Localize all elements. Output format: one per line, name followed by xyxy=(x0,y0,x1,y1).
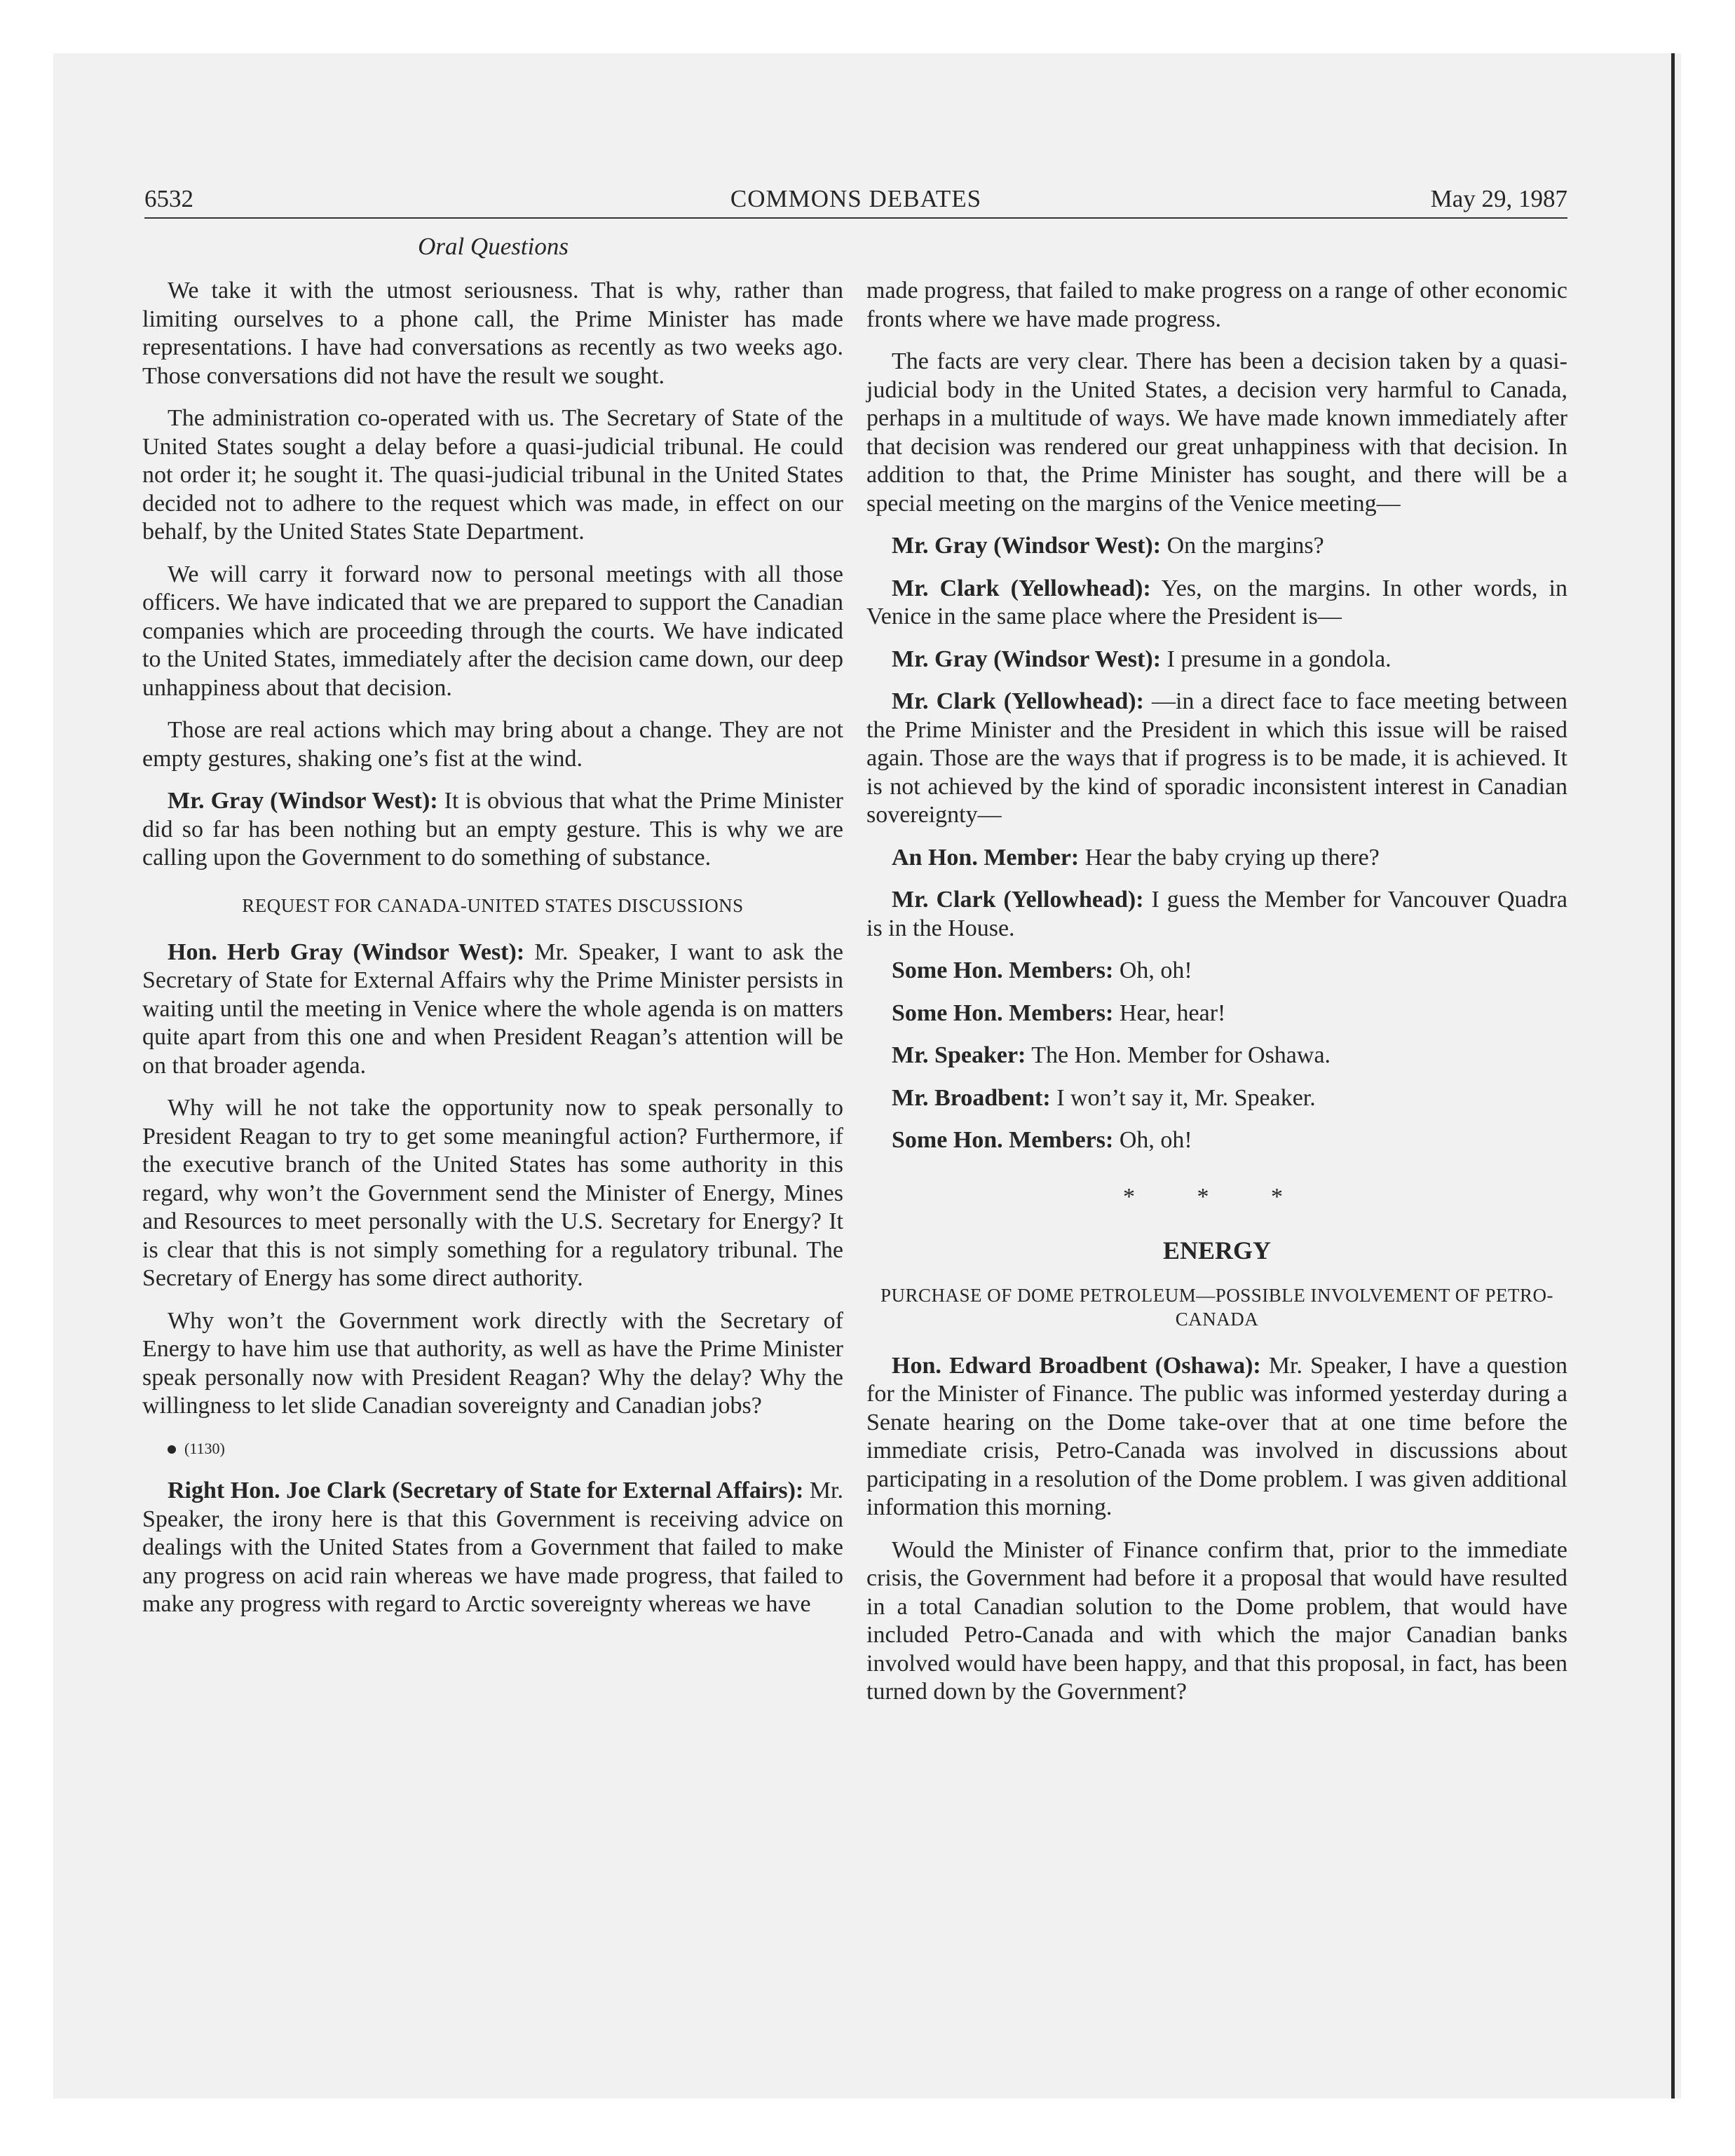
speech xyxy=(866,844,1567,873)
speech-text: Mr. Speaker, I have a question for the Minister of Finance. The public was informed yesterday during a Senate hearing on the Dome take-over that at one time before the immediate crisis, Petro-Canada was involved in discussions about participating in a resolution of the Dome problem. I was given additional information this morning. xyxy=(866,1352,1567,1520)
speech xyxy=(142,787,843,873)
speech-text: The Hon. Member for Oshawa. xyxy=(1026,1042,1331,1068)
running-head: Oral Questions xyxy=(418,233,569,260)
speaker: Mr. Gray (Windsor West): xyxy=(168,788,438,814)
speech xyxy=(866,575,1567,632)
subheading: PURCHASE OF DOME PETROLEUM—POSSIBLE INVOLVEMENT OF PETRO-CANADA xyxy=(880,1284,1554,1330)
time-marker xyxy=(142,1435,843,1464)
publication-title: COMMONS DEBATES xyxy=(730,185,982,212)
time-marker-text: (1130) xyxy=(184,1439,225,1457)
speaker: Some Hon. Members: xyxy=(892,999,1114,1026)
right-column xyxy=(866,277,1567,1721)
subheading: REQUEST FOR CANADA-UNITED STATES DISCUSSIONS xyxy=(242,894,744,916)
speech-text: Oh, oh! xyxy=(1113,1127,1192,1153)
speech-text: I won’t say it, Mr. Speaker. xyxy=(1050,1084,1316,1111)
speaker: Hon. Edward Broadbent (Oshawa): xyxy=(892,1352,1261,1379)
speech xyxy=(866,688,1567,830)
page-date: May 29, 1987 xyxy=(1430,185,1567,212)
speaker: Some Hon. Members: xyxy=(892,957,1114,983)
speech xyxy=(142,939,843,1081)
speech-text: I presume in a gondola. xyxy=(1161,646,1392,672)
speaker: Mr. Speaker: xyxy=(892,1042,1026,1068)
paragraph: made progress, that failed to make progress on a range of other economic fronts where we have made progress. xyxy=(866,278,1567,332)
section-divider: * * * xyxy=(1123,1183,1311,1210)
speech-text: I guess the Member for Vancouver Quadra is in the House. xyxy=(866,887,1567,941)
speech xyxy=(866,1352,1567,1522)
left-column xyxy=(142,277,843,1633)
scan-edge-line xyxy=(1671,53,1675,2099)
speech xyxy=(866,646,1567,674)
speaker: Mr. Clark (Yellowhead): xyxy=(892,688,1144,714)
bullet-icon xyxy=(168,1445,176,1454)
speech xyxy=(866,1126,1567,1155)
speaker: Mr. Broadbent: xyxy=(892,1084,1051,1111)
speech-text: Hear the baby crying up there? xyxy=(1079,844,1380,871)
speaker: Mr. Gray (Windsor West): xyxy=(892,533,1162,559)
speech-text: Yes, on the margins. In other words, in Venice in the same place where the President is— xyxy=(866,575,1567,629)
speaker: Mr. Gray (Windsor West): xyxy=(892,646,1162,672)
speech xyxy=(866,886,1567,943)
page-number: 6532 xyxy=(144,185,193,212)
paragraph: Why will he not take the opportunity now to speak personally to President Reagan to try to get some meaningful action? Furthermore, if the executive branch of the United States has some authority in this regard, why won’t the Government send the Minister of Energy, Mines and Resources to meet personally with the U.S. Secretary for Energy? It is clear that this is not simply something for a regulatory tribunal. The Secretary of Energy has some direct authority. xyxy=(142,1095,843,1291)
paragraph: Why won’t the Government work directly with the Secretary of Energy to have him use that authority, as well as have the Prime Minister speak personally now with President Reagan? Why the delay? Why the willingness to let slide Canadian sovereignty and Canadian jobs? xyxy=(142,1307,843,1419)
paragraph: The administration co-operated with us. The Secretary of State of the United States sought a delay before a quasi-judicial tribunal. He could not order it; he sought it. The quasi-judicial tribunal in the United States decided not to adhere to the request which was made, in effect on our behalf, by the United States State Department. xyxy=(142,405,843,545)
speech xyxy=(866,957,1567,985)
speech-text: On the margins? xyxy=(1161,533,1324,559)
speech xyxy=(866,1084,1567,1113)
speech-text: —in a direct face to face meeting between the Prime Minister and the President in which this issue will be raised again. Those are the ways that if progress is to be made, it is achieved. It is not achieved by the kind of sporadic inconsistent interest in Canadian sovereignty— xyxy=(866,688,1567,828)
speaker: Some Hon. Members: xyxy=(892,1127,1114,1153)
paragraph: We will carry it forward now to personal meetings with all those officers. We have indicated that we are prepared to support the Canadian companies which are proceeding through the courts. We have indicated to the United States, immediately after the decision came down, our deep unhappiness about that decision. xyxy=(142,561,843,701)
paragraph: Would the Minister of Finance confirm that, prior to the immediate crisis, the Government had before it a proposal that would have resulted in a total Canadian solution to the Dome problem, that would have included Petro-Canada and with which the major Canadian banks involved would have been happy, and that this proposal, in fact, has been turned down by the Government? xyxy=(866,1536,1567,1705)
section-title: ENERGY xyxy=(1162,1236,1272,1264)
speech-text: Oh, oh! xyxy=(1113,957,1192,983)
speech-text: Mr. Speaker, the irony here is that this Government is receiving advice on dealings with the United States from a Government that failed to make any progress on acid rain whereas we have made progress, that failed to make any progress with regard to Arctic sovereignty whereas we have xyxy=(142,1478,843,1617)
paragraph: The facts are very clear. There has been a decision taken by a quasi-judicial body in the United States, a decision very harmful to Canada, perhaps in a multitude of ways. We have made known immediately after that decision was rendered our great unhappiness with that decision. In addition to that, the Prime Minister has sought, and there will be a special meeting on the margins of the Venice meeting— xyxy=(866,348,1567,517)
speech-text: Hear, hear! xyxy=(1113,999,1226,1026)
speaker: Right Hon. Joe Clark (Secretary of State for External Affairs): xyxy=(168,1478,804,1503)
paragraph: Those are real actions which may bring about a change. They are not empty gestures, shaking one’s fist at the wind. xyxy=(142,717,843,772)
speaker: Hon. Herb Gray (Windsor West): xyxy=(168,939,525,965)
speech-text: Mr. Speaker, I want to ask the Secretary of State for External Affairs why the Prime Minister persists in waiting until the meeting in Venice where the whole agenda is on matters quite apart from this one and when President Reagan’s attention will be on that broader agenda. xyxy=(142,939,843,1079)
speech xyxy=(866,999,1567,1028)
speech-text: It is obvious that what the Prime Minister did so far has been nothing but an empty gesture. This is why we are calling upon the Government to do something of substance. xyxy=(142,788,844,871)
speaker: An Hon. Member: xyxy=(892,844,1080,871)
speech xyxy=(142,1477,843,1619)
speech xyxy=(866,1042,1567,1070)
speaker: Mr. Clark (Yellowhead): xyxy=(892,575,1151,601)
speaker: Mr. Clark (Yellowhead): xyxy=(892,887,1144,913)
page-header xyxy=(144,181,1567,219)
speech xyxy=(866,532,1567,561)
paragraph: We take it with the utmost seriousness. That is why, rather than limiting ourselves to a phone call, the Prime Minister has made representations. I have had conversations as recently as two weeks ago. Those conversations did not have the result we sought. xyxy=(142,278,843,389)
